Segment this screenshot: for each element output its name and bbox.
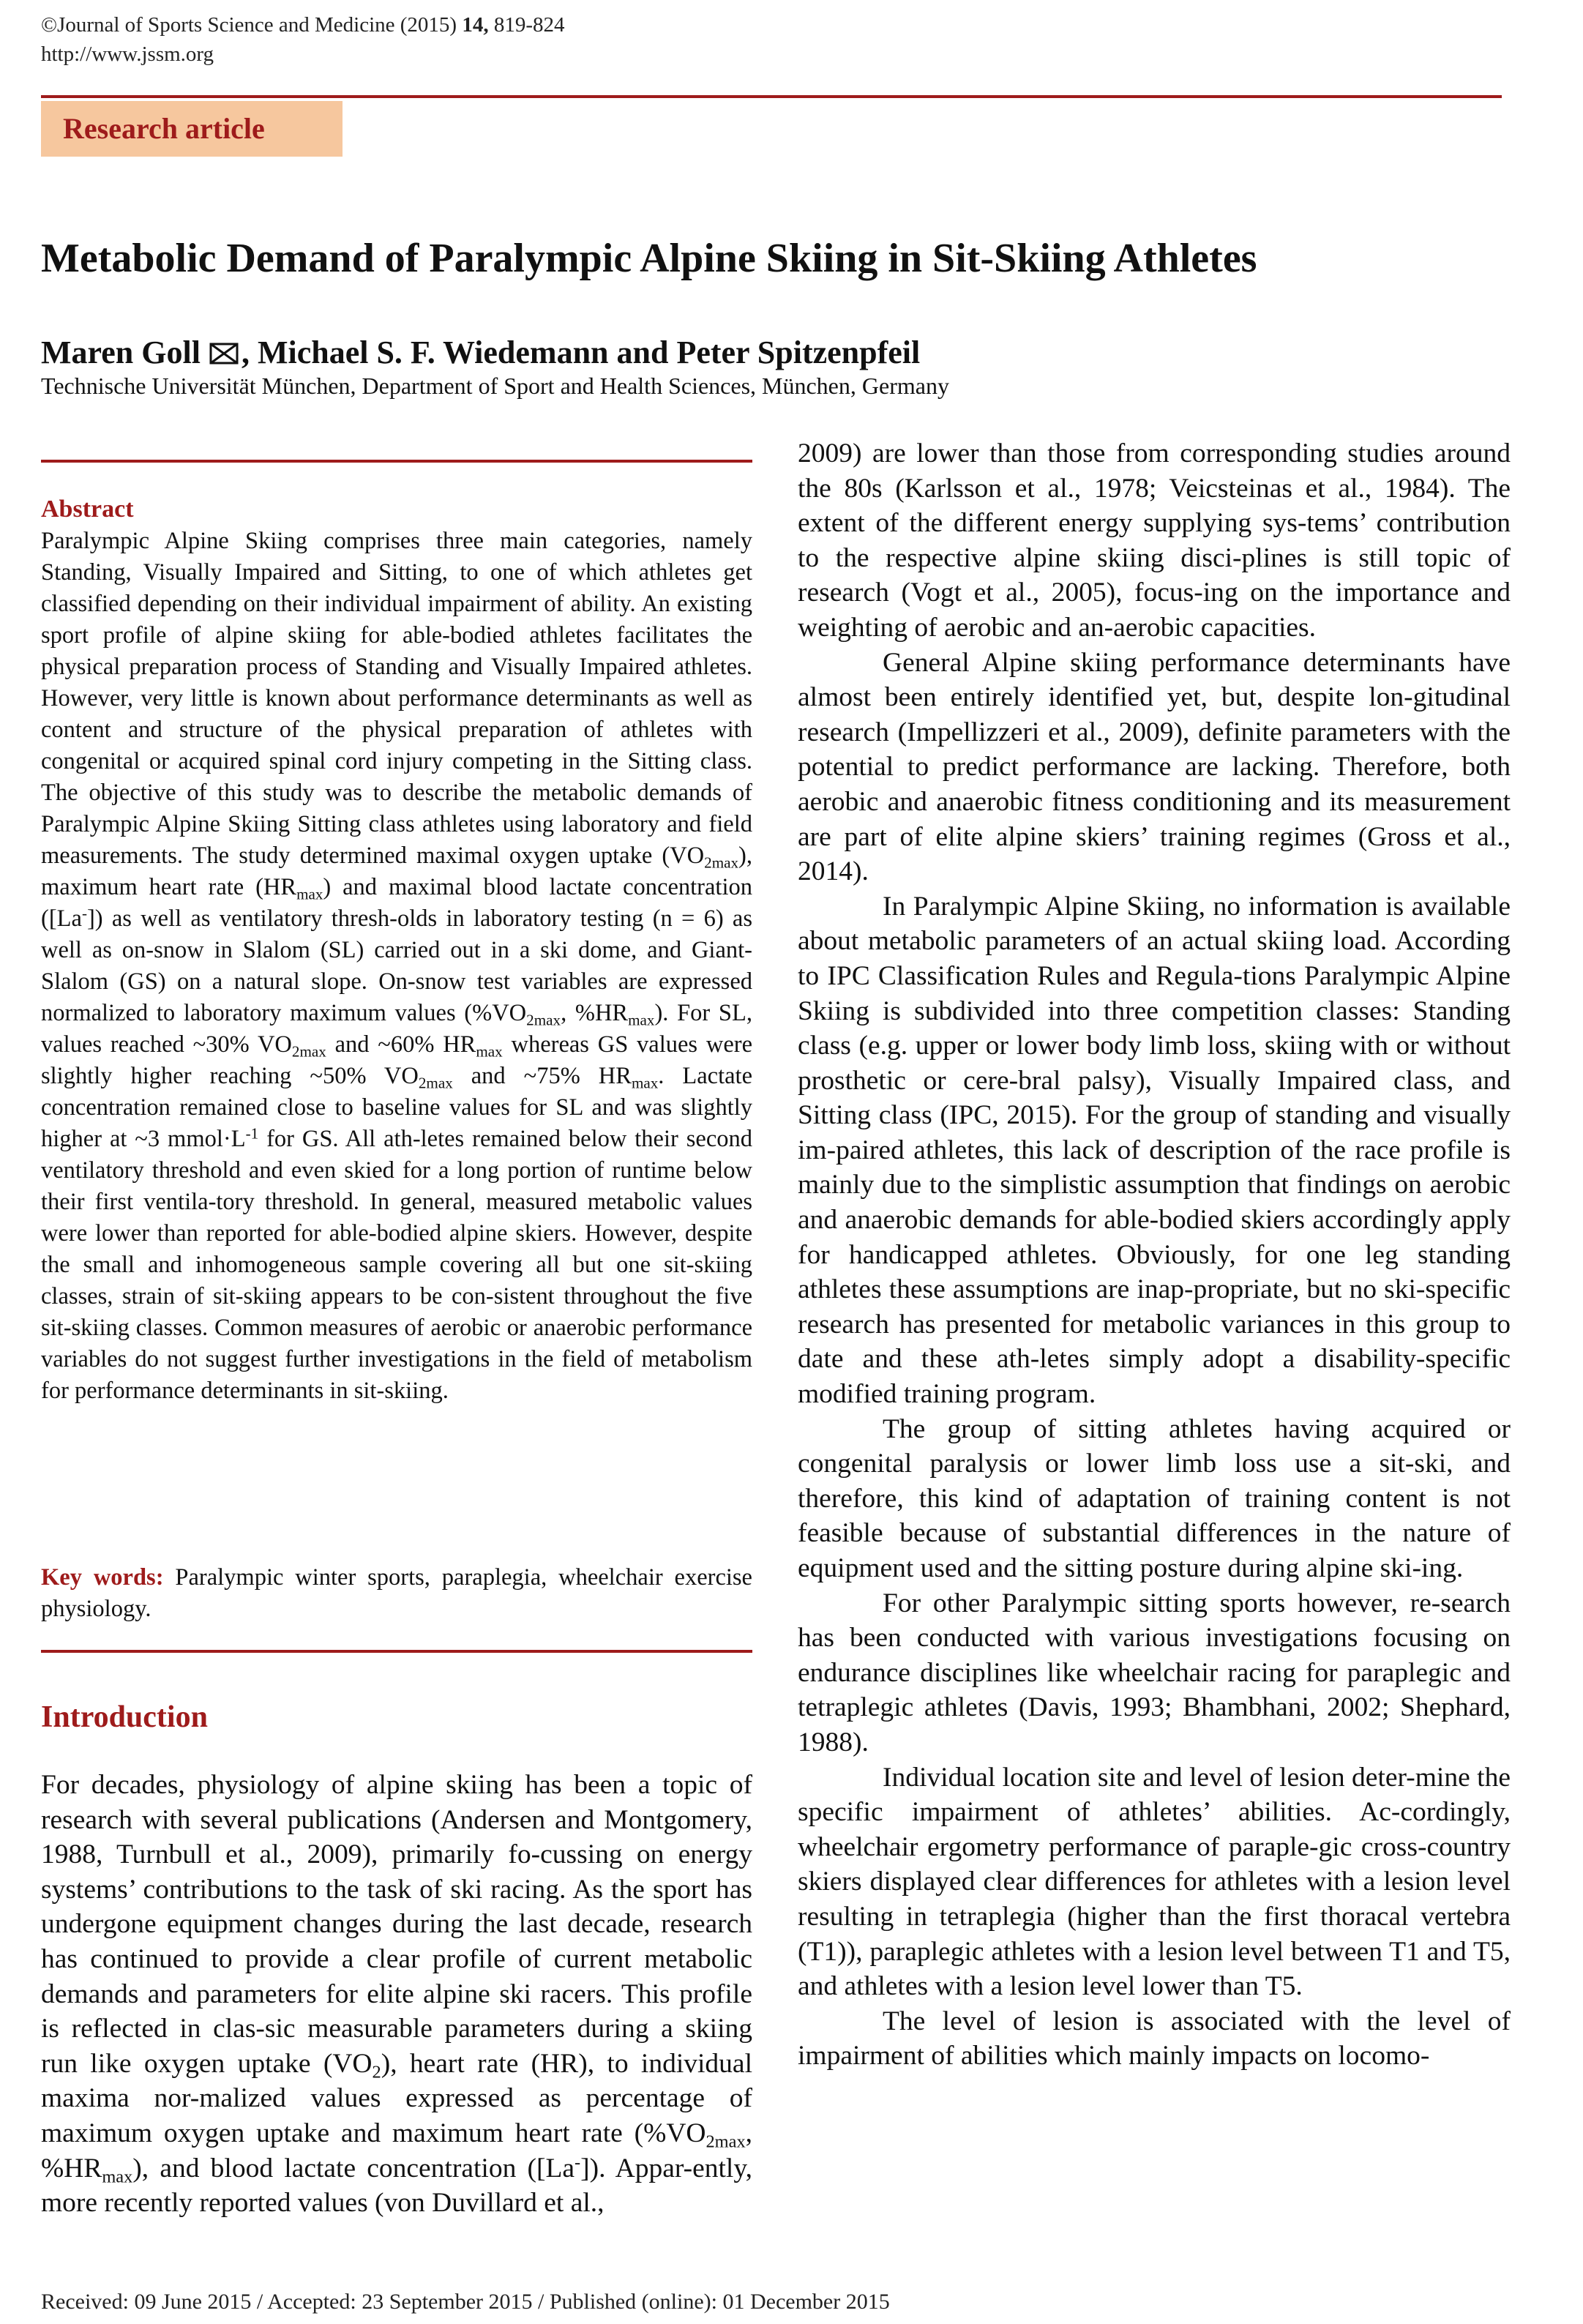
right-column bbox=[798, 436, 1511, 2074]
journal-volume: 14, bbox=[462, 13, 489, 37]
paragraph-5: For other Paralympic sitting sports however, re-search has been conducted with various investigations focusing on endurance disciplines like wheelchair racing for paraplegic and tetraplegic athletes (Davis, 1993; Bhambhani, 2002; Shephard, 1988). bbox=[798, 1588, 1511, 1757]
article-type-badge: Research article bbox=[41, 101, 343, 157]
corresponding-author: Maren Goll bbox=[41, 335, 201, 370]
header-rule bbox=[41, 95, 1502, 98]
paragraph-6: Individual location site and level of lesion deter-mine the specific impairment of athletes’ abilities. Ac-cordingly, wheelchair ergometry performance of paraple-gic cross-country skiers displayed clear differences for athletes with a lesion level resulting in tetraplegia (higher than the first thoracal vertebra (T1)), paraplegic athletes with a lesion level between T1 and T5, and athletes with a lesion level lower than T5. bbox=[798, 1762, 1511, 2002]
abstract-heading: Abstract bbox=[41, 496, 134, 523]
keywords-label: Key words: bbox=[41, 1564, 164, 1591]
introduction-paragraph: For decades, physiology of alpine skiing has been a topic of research with several publications (Andersen and Montgomery, 1988, Turnbull et al., 2009), primarily fo-cussing on energy systems’ contributions to the task of ski racing. As the sport has undergone equipment changes during the last decade, research has continued to provide a clear profile of current metabolic demands and parameters for elite alpine ski racers. This profile is reflected in clas-sic measurable parameters during a skiing run like oxygen uptake $(VO_2)$, heart rate (HR), to individual maxima nor-malized values expressed as percentage of maximum oxygen uptake and maximum heart rate ($\%VO_{2max}$, $\%HR_{max}$), and blood lactate concentration ([La-]). Appar-ently, more recently reported values (von Duvillard et al., bbox=[41, 1770, 753, 2219]
paragraph-4: The group of sitting athletes having acquired or congenital paralysis or lower limb loss use a sit-ski, and therefore, this kind of adaptation of training content is not feasible because of substantial differences in the nature of equipment used and the sitting posture during alpine ski-ing. bbox=[798, 1413, 1511, 1583]
journal-header bbox=[41, 10, 565, 69]
abstract-text: Paralympic Alpine Skiing comprises three main categories, namely Standing, Visually Impaired and Sitting, to one of which athletes get classified depending on their individual impairment of ability. An existing sport profile of alpine skiing for able-bodied athletes facilitates the physical preparation process of Standing and Visually Impaired athletes. However, very little is known about performance determinants as well as content and structure of the physical preparation of athletes with congenital or acquired spinal cord injury competing in the Sitting class. The objective of this study was to describe the metabolic demands of Paralympic Alpine Skiing Sitting class athletes using laboratory and field measurements. The study determined maximal oxygen uptake $(VO_{2max})$, maximum heart rate $(HR_{max})$ and maximal blood lactate concentration ([La-]) as well as ventilatory thresh-olds in laboratory testing (n = 6) as well as on-snow in Slalom (SL) carried out in a ski dome, and Giant-Slalom (GS) on a natural slope. On-snow test variables are expressed normalized to laboratory maximum values ($\%VO_{2max}$, $\%HR_{max}$). For SL, values reached ~30% $VO_{2max}$ and ~60% $HR_{max}$ whereas GS values were slightly higher reaching ~50% $VO_{2max}$ and ~75% $HR_{max}$. Lactate concentration remained close to baseline values for SL and was slightly higher at ~3 $mmol\cdot L^{-1}$ for GS. All ath-letes remained below their second ventilatory threshold and even skied for a long portion of runtime below their first ventila-tory threshold. In general, measured metabolic values were lower than reported for able-bodied alpine skiers. However, despite the small and inhomogeneous sample covering all but one sit-skiing classes, strain of sit-skiing appears to be con-sistent throughout the five sit-skiing classes. Common measures of aerobic or anaerobic performance variables do not suggest further investigations in the field of metabolism for performance determinants in sit-skiing. bbox=[41, 528, 752, 1404]
journal-url[interactable]: http://www.jssm.org bbox=[41, 42, 214, 66]
envelope-icon[interactable] bbox=[209, 334, 239, 356]
paragraph-1: 2009) are lower than those from corresponding studies around the 80s (Karlsson et al., 1978; Veicsteinas et al., 1984). The extent of the different energy supplying sys-tems’ contribution to the respective alpine skiing disci-plines is still topic of research (Vogt et al., 2005), focus-ing on the importance and weighting of aerobic and an-aerobic capacities. bbox=[798, 438, 1511, 643]
article-title: Metabolic Demand of Paralympic Alpine Skiing in Sit-Skiing Athletes bbox=[41, 236, 1257, 281]
affiliation: Technische Universität München, Department of Sport and Health Sciences, München, Germany bbox=[41, 373, 949, 399]
journal-citation: ©Journal of Sports Science and Medicine (2015) 14, 819-824 bbox=[41, 13, 565, 37]
publication-dates: Received: 09 June 2015 / Accepted: 23 September 2015 / Published (online): 01 December 2015 bbox=[41, 2290, 890, 2314]
paragraph-7: The level of lesion is associated with the level of impairment of abilities which mainly impacts on locomo- bbox=[798, 2006, 1511, 2071]
introduction-heading: Introduction bbox=[41, 1700, 208, 1734]
abstract-bottom-rule bbox=[41, 1650, 752, 1653]
paragraph-3: In Paralympic Alpine Skiing, no information is available about metabolic parameters of an actual skiing load. According to IPC Classification Rules and Regula-tions Paralympic Alpine Skiing is subdivided into three competition classes: Standing class (e.g. upper or lower body limb loss, skiing with or without prosthetic or cere-bral palsy), Visually Impaired class, and Sitting class (IPC, 2015). For the group of standing and visually im-paired athletes, this lack of description of the race profile is mainly due to the simplistic assumption that findings on aerobic and anaerobic demands for able-bodied skiers accordingly apply for handicapped athletes. Obviously, for one leg standing athletes these assumptions are inap-propriate, but no ski-specific research has presented for metabolic variances in this group to date and these ath-letes simply adopt a disability-specific modified training program. bbox=[798, 891, 1511, 1410]
paragraph-2: General Alpine skiing performance determinants have almost been entirely identified yet, but, despite lon-gitudinal research (Impellizzeri et al., 2009), definite parameters with the potential to predict performance are lacking. Therefore, both aerobic and anaerobic fitness conditioning and its measurement are part of elite alpine skiers’ training regimes (Gross et al., 2014). bbox=[798, 647, 1511, 887]
author-list bbox=[41, 332, 920, 373]
keywords: Key words: Paralympic winter sports, paraplegia, wheelchair exercise physiology. bbox=[41, 1564, 752, 1622]
abstract-top-rule bbox=[41, 460, 752, 463]
coauthors: , Michael S. F. Wiedemann and Peter Spitzenpfeil bbox=[241, 335, 921, 370]
